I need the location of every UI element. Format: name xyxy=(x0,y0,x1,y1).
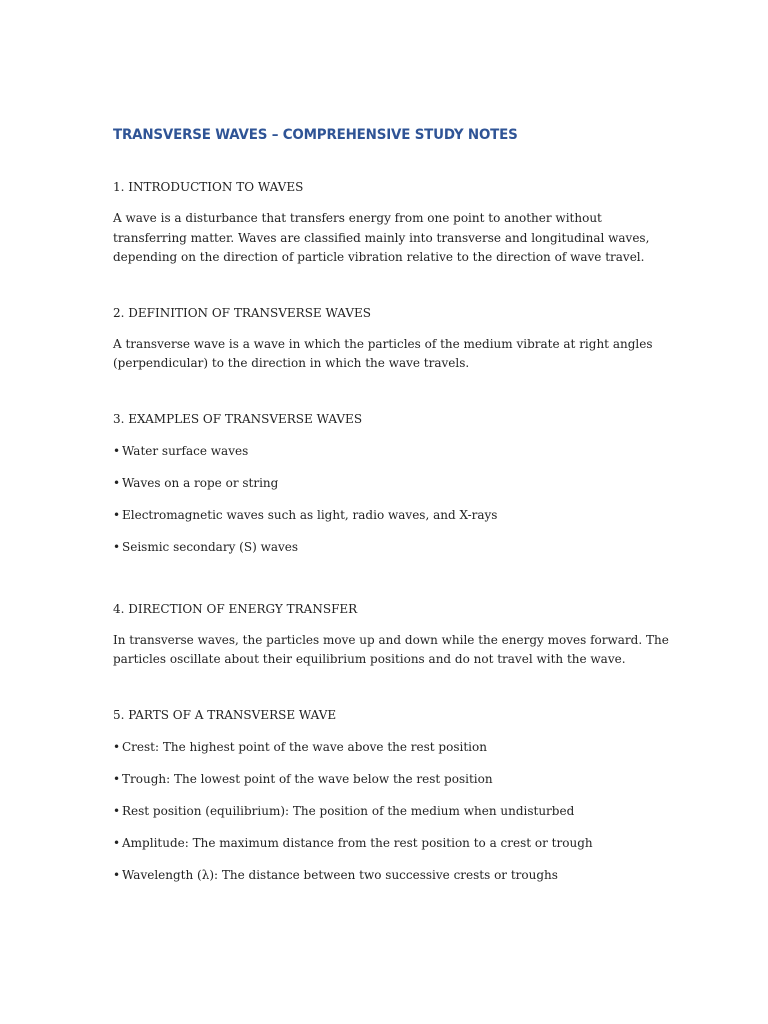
section-heading-introduction: 1. INTRODUCTION TO WAVES xyxy=(113,180,304,194)
list-item xyxy=(113,801,658,821)
list-item xyxy=(113,505,658,525)
bullet-icon: • xyxy=(113,771,121,786)
bullet-icon: • xyxy=(113,867,121,882)
paragraph-line: (perpendicular) to the direction in which the wave travels. xyxy=(113,356,470,370)
list-item xyxy=(113,473,658,493)
section-paragraph-energy-transfer xyxy=(113,631,669,670)
paragraph-line: In transverse waves, the particles move up and down while the energy moves forward. The xyxy=(113,632,669,647)
section-paragraph-introduction xyxy=(113,209,658,268)
section-heading-parts: 5. PARTS OF A TRANSVERSE WAVE xyxy=(113,707,337,722)
list-item xyxy=(113,865,658,885)
bullet-icon: • xyxy=(113,475,121,490)
section-paragraph-definition xyxy=(113,335,658,374)
list-item-text: Crest: The highest point of the wave above the rest position xyxy=(122,739,487,754)
document-title: TRANSVERSE WAVES – COMPREHENSIVE STUDY NOTES xyxy=(113,127,518,143)
document-body xyxy=(113,124,669,885)
bullet-icon: • xyxy=(113,835,121,850)
section-heading-examples: 3. EXAMPLES OF TRANSVERSE WAVES xyxy=(113,411,363,426)
section-heading-definition: 2. DEFINITION OF TRANSVERSE WAVES xyxy=(113,305,371,320)
list-item-text: Waves on a rope or string xyxy=(122,475,279,490)
section-heading-energy-transfer: 4. DIRECTION OF ENERGY TRANSFER xyxy=(113,601,358,616)
bullet-icon: • xyxy=(113,739,121,754)
bullet-icon: • xyxy=(113,539,121,554)
list-item xyxy=(113,833,658,853)
list-item-text: Rest position (equilibrium): The position of the medium when undisturbed xyxy=(122,803,575,818)
list-item-text: Trough: The lowest point of the wave below the rest position xyxy=(122,771,493,786)
paragraph-line: particles oscillate about their equilibrium positions and do not travel with the wave. xyxy=(113,652,626,666)
list-item-text: Water surface waves xyxy=(122,443,249,458)
list-item-text: Electromagnetic waves such as light, radio waves, and X-rays xyxy=(122,507,498,522)
bullet-icon: • xyxy=(113,803,121,818)
list-item xyxy=(113,441,658,461)
list-item xyxy=(113,769,658,789)
paragraph-line: depending on the direction of particle vibration relative to the direction of wave travel. xyxy=(113,250,645,264)
list-item-text: Wavelength (λ): The distance between two successive crests or troughs xyxy=(122,867,558,882)
bullet-icon: • xyxy=(113,507,121,522)
paragraph-line: A transverse wave is a wave in which the particles of the medium vibrate at right angles xyxy=(113,336,653,351)
list-item-text: Seismic secondary (S) waves xyxy=(122,539,299,554)
paragraph-line: A wave is a disturbance that transfers energy from one point to another without xyxy=(113,211,602,225)
bullet-icon: • xyxy=(113,443,121,458)
list-item-text: Amplitude: The maximum distance from the rest position to a crest or trough xyxy=(122,835,593,850)
list-item xyxy=(113,537,658,557)
paragraph-line: transferring matter. Waves are classified mainly into transverse and longitudinal waves, xyxy=(113,230,650,245)
list-item xyxy=(113,737,658,757)
